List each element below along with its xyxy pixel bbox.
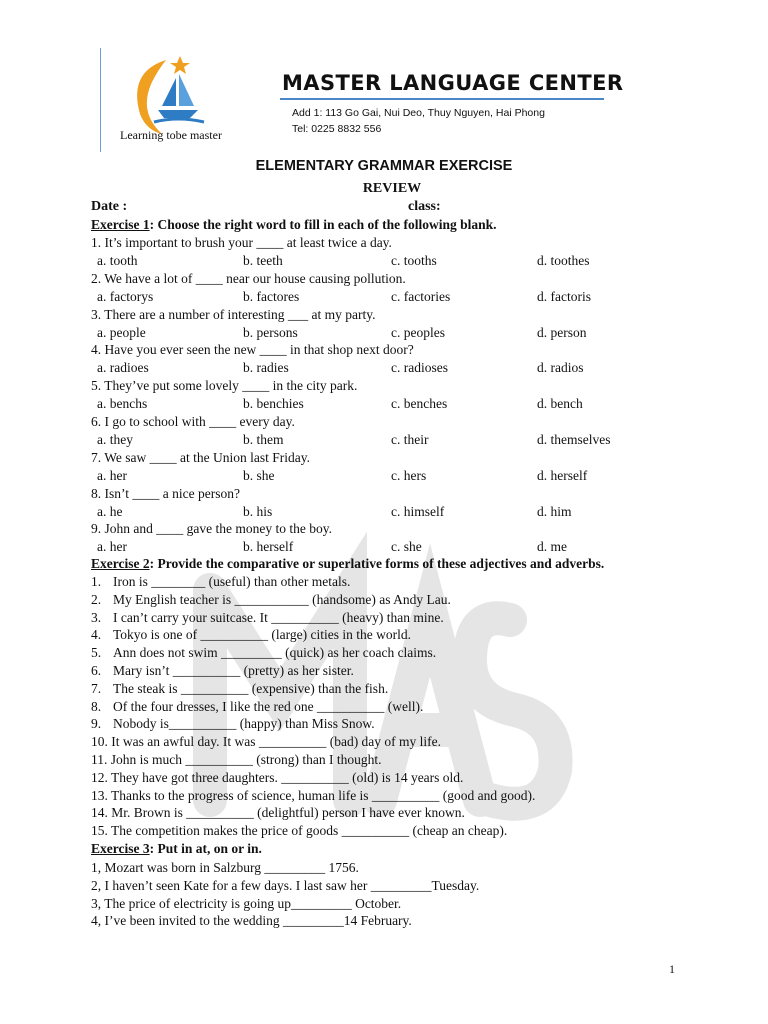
answer-option-b: b. radies: [243, 360, 289, 376]
answer-option-c: c. tooths: [391, 253, 437, 268]
answer-option-c: c. hers: [391, 467, 427, 483]
brand-name: MASTER LANGUAGE CENTER: [282, 71, 624, 95]
answer-option-c: c. himself: [391, 503, 445, 519]
date-label: Date :: [91, 199, 128, 214]
question-text: 4. Have you ever seen the new ____ in that shop next door?: [91, 342, 414, 358]
item-text: 10. It was an awful day. It was __________ (bad) day of my life.: [91, 734, 442, 750]
question-text: 9. John and ____ gave the money to the boy.: [91, 521, 332, 537]
answer-option-c: c. she: [391, 539, 422, 555]
answer-option-b: b. persons: [243, 324, 298, 340]
answer-option-a: a. factorys: [97, 288, 154, 304]
item-text: My English teacher is ___________ (handsome) as Andy Lau.: [113, 591, 451, 607]
answer-option-d: d. factoris: [537, 288, 591, 304]
exercise2-heading: [91, 556, 604, 572]
item-number: 8.: [91, 698, 102, 714]
answer-option-d: d. themselves: [537, 432, 611, 447]
page-number: 1: [669, 962, 675, 976]
question-text: 3. There are a number of interesting ___ at my party.: [91, 306, 376, 322]
answer-option-a: a. her: [97, 467, 127, 483]
brand-underline: [280, 98, 604, 100]
header-divider: [100, 48, 101, 152]
item-text: 4, I’ve been invited to the wedding _________14 February.: [91, 913, 412, 929]
item-text: I can’t carry your suitcase. It __________ (heavy) than mine.: [113, 609, 444, 625]
item-text: 3, The price of electricity is going up_________ October.: [91, 895, 402, 911]
answer-option-d: d. radios: [537, 360, 584, 376]
item-number: 5.: [91, 645, 102, 661]
exercise3-heading: [91, 841, 262, 857]
item-text: 12. They have got three daughters. __________ (old) is 14 years old.: [91, 769, 464, 785]
item-text: The steak is __________ (expensive) than the fish.: [113, 680, 389, 696]
answer-option-c: c. benches: [391, 396, 448, 412]
exercise1-heading: [91, 217, 497, 233]
tagline: Learning tobe master: [120, 128, 222, 142]
answer-option-a: a. benchs: [97, 396, 148, 412]
item-text: 11. John is much __________ (strong) than I thought.: [91, 752, 382, 767]
answer-option-a: a. tooth: [97, 253, 138, 268]
item-number: 4.: [91, 627, 102, 643]
answer-option-c: c. radioses: [391, 360, 448, 376]
answer-option-d: d. me: [537, 539, 567, 555]
answer-option-a: a. people: [97, 324, 146, 340]
exercise2-instruction: : Provide the comparative or superlative forms of these adjectives and adverbs.: [149, 556, 605, 571]
exercise1-instruction: : Choose the right word to fill in each of the following blank.: [149, 217, 497, 232]
question-text: 1. It’s important to brush your ____ at least twice a day.: [91, 235, 392, 250]
answer-option-a: a. radioes: [97, 360, 149, 376]
item-text: Ann does not swim _________ (quick) as her coach claims.: [113, 645, 437, 661]
answer-option-d: d. toothes: [537, 253, 590, 268]
item-number: 6.: [91, 663, 102, 678]
telephone: Tel: 0225 8832 556: [292, 123, 382, 135]
answer-option-b: b. herself: [243, 539, 294, 555]
item-text: 13. Thanks to the progress of science, human life is __________ (good and good).: [91, 787, 536, 803]
item-text: Of the four dresses, I like the red one __________ (well).: [113, 698, 424, 714]
page-subtitle: REVIEW: [362, 181, 422, 196]
item-text: Mary isn’t __________ (pretty) as her sister.: [113, 663, 354, 678]
item-text: 2, I haven’t seen Kate for a few days. I last saw her _________Tuesday.: [91, 877, 480, 893]
exercise3-label: Exercise 3: [91, 841, 150, 856]
answer-option-d: d. him: [537, 503, 572, 519]
answer-option-a: a. they: [97, 432, 133, 447]
answer-option-c: c. their: [391, 432, 429, 447]
question-text: 6. I go to school with ____ every day.: [91, 414, 295, 429]
answer-option-d: d. herself: [537, 467, 588, 483]
answer-option-b: b. she: [243, 467, 275, 483]
answer-option-c: c. factories: [391, 288, 451, 304]
item-number: 1.: [91, 574, 102, 589]
item-text: 14. Mr. Brown is __________ (delightful) person I have ever known.: [91, 805, 465, 821]
answer-option-b: b. them: [243, 432, 284, 447]
address: Add 1: 113 Go Gai, Nui Deo, Thuy Nguyen, Hai Phong: [292, 107, 545, 119]
exercise3-instruction: : Put in at, on or in.: [149, 841, 262, 856]
answer-option-d: d. bench: [537, 396, 583, 412]
page-title: ELEMENTARY GRAMMAR EXERCISE: [255, 158, 513, 174]
item-text: Iron is ________ (useful) than other metals.: [113, 574, 351, 589]
question-text: 2. We have a lot of ____ near our house causing pollution.: [91, 270, 406, 286]
item-text: Tokyo is one of __________ (large) cities in the world.: [113, 627, 412, 643]
exercise2-label: Exercise 2: [91, 556, 150, 571]
item-number: 2.: [91, 591, 102, 607]
item-number: 3.: [91, 609, 102, 625]
item-text: Nobody is__________ (happy) than Miss Snow.: [113, 716, 375, 732]
class-label: class:: [408, 199, 441, 214]
exercise1-label: Exercise 1: [91, 217, 150, 232]
answer-option-b: b. benchies: [243, 396, 304, 412]
item-number: 7.: [91, 680, 102, 696]
question-text: 7. We saw ____ at the Union last Friday.: [91, 449, 311, 465]
answer-option-b: b. factores: [243, 288, 300, 304]
item-text: 1, Mozart was born in Salzburg _________ 1756.: [91, 860, 359, 875]
answer-option-b: b. teeth: [243, 253, 283, 268]
answer-option-c: c. peoples: [391, 324, 445, 340]
item-text: 15. The competition makes the price of goods __________ (cheap an cheap).: [91, 823, 508, 839]
question-text: 5. They’ve put some lovely ____ in the city park.: [91, 378, 358, 394]
question-text: 8. Isn’t ____ a nice person?: [91, 485, 240, 501]
answer-option-a: a. he: [97, 503, 123, 519]
item-number: 9.: [91, 716, 102, 732]
answer-option-b: b. his: [243, 503, 273, 519]
answer-option-a: a. her: [97, 539, 127, 555]
answer-option-d: d. person: [537, 324, 587, 340]
